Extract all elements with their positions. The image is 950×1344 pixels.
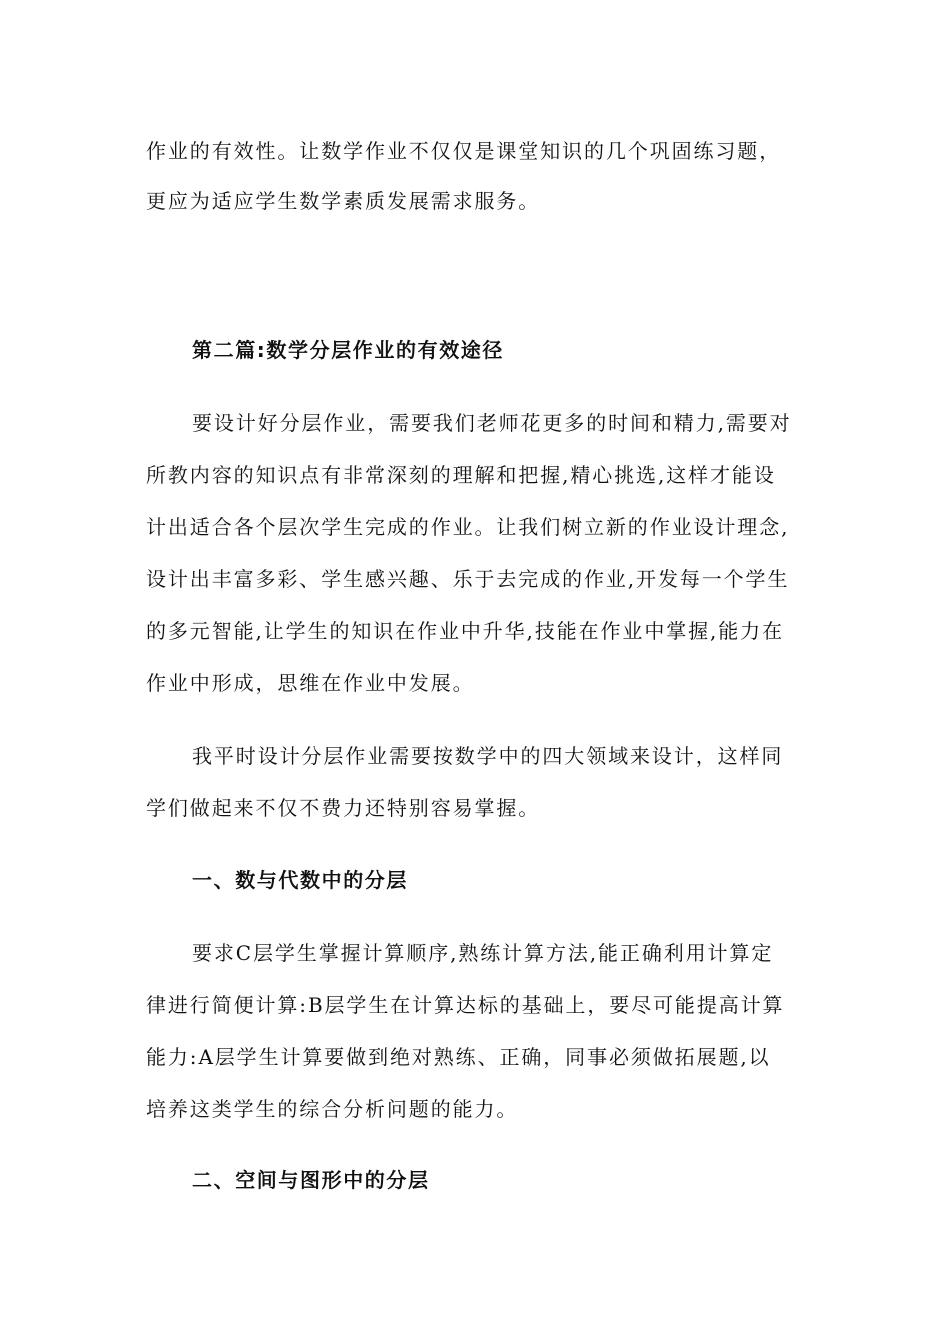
para1-line-6: 作业中形成，思维在作业中发展。: [146, 671, 475, 695]
para3-line-4: 培养这类学生的综合分析问题的能力。: [146, 1097, 519, 1121]
para1-line-3: 计出适合各个层次学生完成的作业。让我们树立新的作业设计理念,: [146, 515, 790, 539]
para1-line-5: 的多元智能,让学生的知识在作业中升华,技能在作业中掌握,能力在: [146, 619, 784, 643]
intro-line-2: 更应为适应学生数学素质发展需求服务。: [146, 189, 541, 213]
para1-line-2: 所教内容的知识点有非常深刻的理解和把握,精心挑选,这样才能设: [146, 463, 776, 487]
para2-line-2: 学们做起来不仅不费力还特别容易掌握。: [146, 796, 541, 820]
heading-1: 一、数与代数中的分层: [192, 868, 408, 892]
para1-line-4: 设计出丰富多彩、学生感兴趣、乐于去完成的作业,开发每一个学生: [146, 567, 790, 591]
section-title: 第二篇:数学分层作业的有效途径: [192, 338, 504, 362]
para3-line-1: 要求C层学生掌握计算顺序,熟练计算方法,能正确利用计算定: [192, 941, 774, 965]
para2-line-1: 我平时设计分层作业需要按数学中的四大领域来设计，这样同: [192, 744, 784, 768]
para3-line-2: 律进行简便计算:B层学生在计算达标的基础上，要尽可能提高计算: [146, 993, 785, 1017]
para3-line-3: 能力:A层学生计算要做到绝对熟练、正确，同事必须做拓展题,以: [146, 1045, 771, 1069]
para1-line-1: 要设计好分层作业，需要我们老师花更多的时间和精力,需要对: [192, 411, 792, 435]
heading-2: 二、空间与图形中的分层: [192, 1168, 430, 1192]
intro-line-1: 作业的有效性。让数学作业不仅仅是课堂知识的几个巩固练习题，: [146, 139, 782, 163]
